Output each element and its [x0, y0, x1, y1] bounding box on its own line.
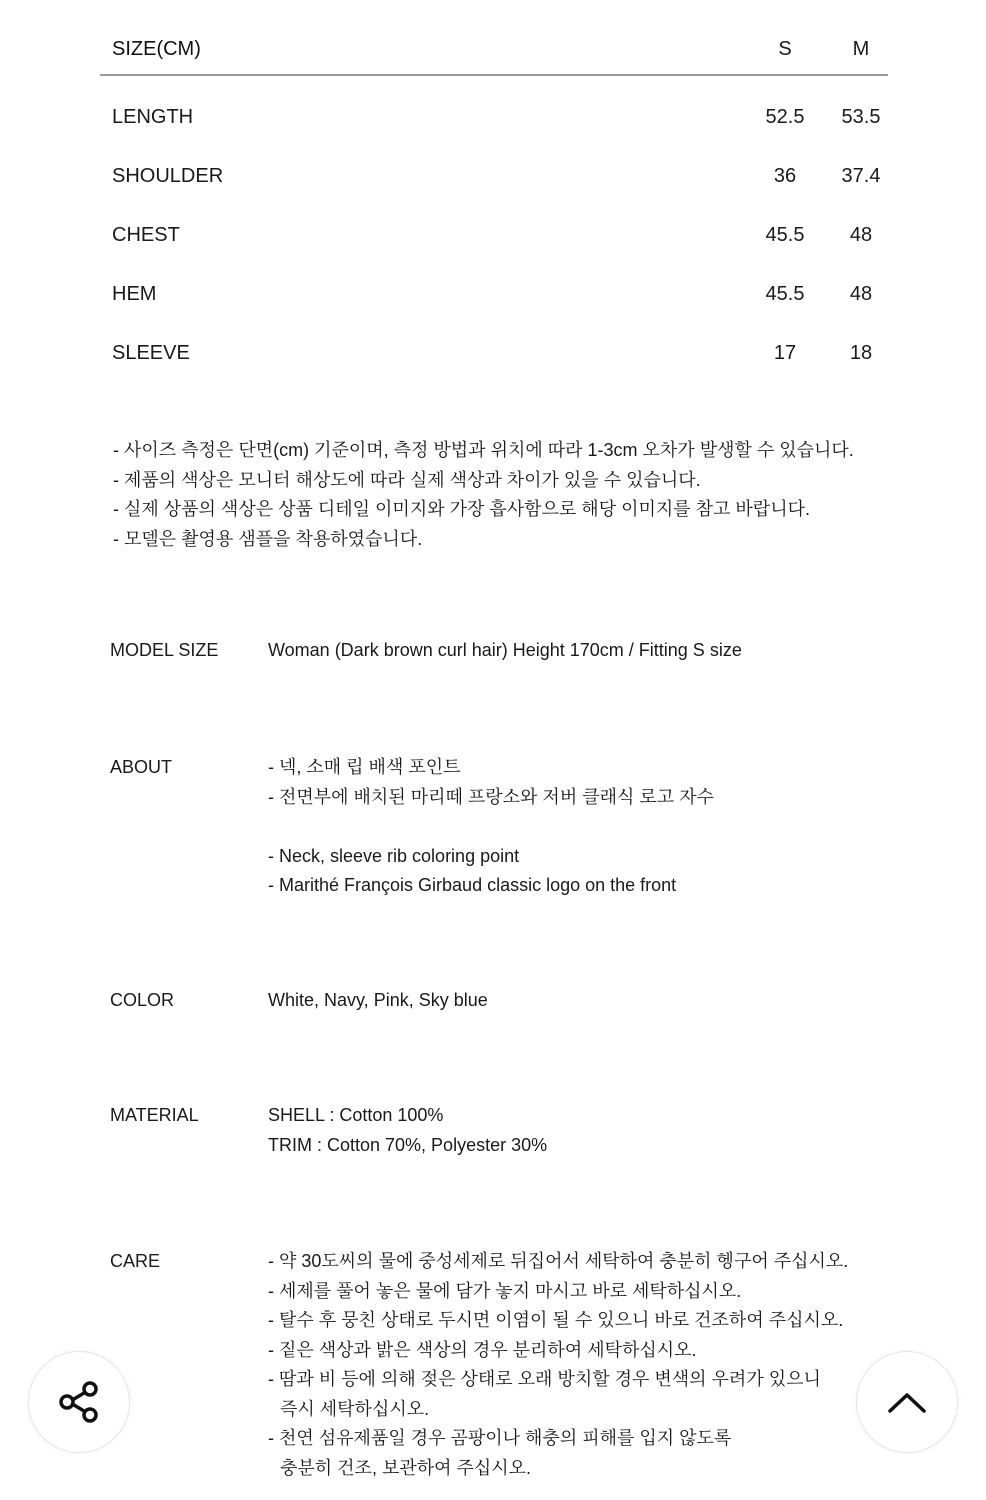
model-size-value: Woman (Dark brown curl hair) Height 170cm / Fitting S size: [268, 640, 742, 660]
size-row-label: SHOULDER: [112, 165, 224, 187]
share-icon: [54, 1377, 104, 1427]
size-row-s-value: 45.5: [765, 283, 805, 305]
note-line: - 모델은 촬영용 샘플을 착용하였습니다.: [113, 528, 423, 549]
size-row-label: CHEST: [112, 224, 180, 246]
chevron-up-icon: [885, 1387, 929, 1417]
care-line: 충분히 건조, 보관하여 주십시오.: [280, 1457, 532, 1478]
size-row-hem: [100, 271, 888, 330]
about-line: - Marithé François Girbaud classic logo on the front: [268, 875, 677, 895]
note-line: - 사이즈 측정은 단면(cm) 기준이며, 측정 방법과 위치에 따라 1-3cm 오차가 발생할 수 있습니다.: [113, 440, 854, 460]
size-table: [100, 28, 888, 389]
care-line: - 세제를 풀어 놓은 물에 담가 놓지 마시고 바로 세탁하십시오.: [268, 1280, 742, 1301]
size-row-s-value: 36: [773, 165, 797, 187]
size-row-label: HEM: [112, 283, 157, 305]
size-row-chest: [100, 212, 888, 271]
color-label: COLOR: [110, 990, 175, 1010]
care-label: CARE: [110, 1251, 161, 1271]
size-header-label: SIZE(CM): [112, 38, 201, 60]
about-line: - 전면부에 배치된 마리떼 프랑소와 저버 클래식 로고 자수: [268, 786, 714, 807]
size-row-s-value: 45.5: [765, 224, 805, 246]
size-row-length: [100, 94, 888, 153]
care-line: 즉시 세탁하십시오.: [280, 1398, 430, 1419]
care-line: - 짙은 색상과 밝은 색상의 경우 분리하여 세탁하십시오.: [268, 1339, 697, 1360]
size-row-m-value: 53.5: [841, 106, 881, 128]
material-label: MATERIAL: [110, 1105, 199, 1125]
about-label: ABOUT: [110, 757, 173, 777]
material-line: SHELL : Cotton 100%: [268, 1105, 444, 1125]
size-row-s-value: 17: [773, 342, 797, 364]
size-row-m-value: 18: [849, 342, 873, 364]
care-line: - 탈수 후 뭉친 상태로 두시면 이염이 될 수 있으니 바로 건조하여 주십시오.: [268, 1310, 844, 1330]
about-line: - 넥, 소매 립 배색 포인트: [268, 757, 461, 777]
size-row-label: SLEEVE: [112, 342, 190, 364]
size-row-shoulder: [100, 153, 888, 212]
size-row-m-value: 48: [849, 283, 873, 305]
size-row-sleeve: [100, 330, 888, 389]
care-line: - 약 30도씨의 물에 중성세제로 뒤집어서 세탁하여 충분히 헹구어 주십시오.: [268, 1251, 849, 1271]
size-row-s-value: 52.5: [765, 106, 805, 128]
care-line: - 천연 섬유제품일 경우 곰팡이나 해충의 피해를 입지 않도록: [268, 1428, 732, 1448]
size-notes: [113, 436, 854, 554]
share-button[interactable]: [28, 1351, 130, 1453]
model-size-label: MODEL SIZE: [110, 640, 219, 660]
note-line: - 제품의 색상은 모니터 해상도에 따라 실제 색상과 차이가 있을 수 있습니다.: [113, 469, 701, 490]
care-line: - 땀과 비 등에 의해 젖은 상태로 오래 방치할 경우 변색의 우려가 있으니: [268, 1369, 821, 1389]
size-header-s: S: [778, 38, 792, 60]
material-line: TRIM : Cotton 70%, Polyester 30%: [268, 1134, 548, 1155]
size-row-m-value: 37.4: [841, 165, 881, 187]
size-header-m: M: [852, 38, 870, 60]
note-line: - 실제 상품의 색상은 상품 디테일 이미지와 가장 흡사함으로 해당 이미지를 참고 바랍니다.: [113, 499, 810, 519]
about-line: - Neck, sleeve rib coloring point: [268, 845, 520, 866]
scroll-top-button[interactable]: [856, 1351, 958, 1453]
size-row-label: LENGTH: [112, 106, 194, 128]
size-table-header: [100, 28, 888, 76]
size-row-m-value: 48: [849, 224, 873, 246]
color-value: White, Navy, Pink, Sky blue: [268, 990, 488, 1010]
